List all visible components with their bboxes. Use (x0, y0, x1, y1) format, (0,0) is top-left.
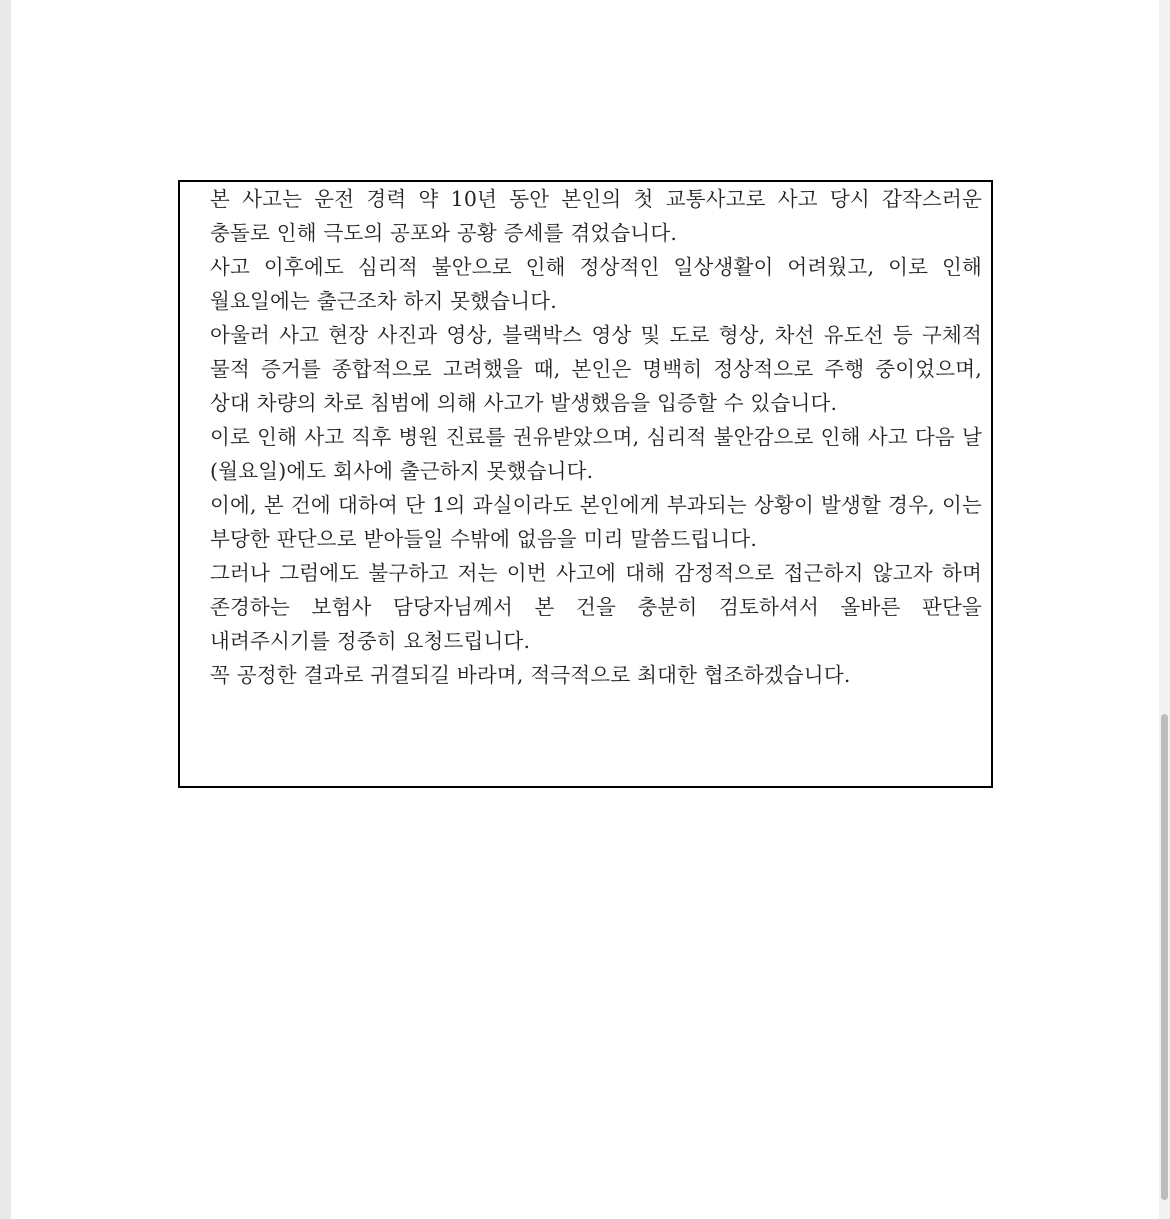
paragraph-6: 그러나 그럼에도 불구하고 저는 이번 사고에 대해 감정적으로 접근하지 않고자 하며 존경하는 보험사 담당자님께서 본 건을 충분히 검토하셔서 올바른 판단을 내려주시기를 정중히 요청드립니다. (210, 561, 982, 653)
letter-body (210, 182, 982, 692)
paragraph-3: 아울러 사고 현장 사진과 영상, 블랙박스 영상 및 도로 형상, 차선 유도선 등 구체적 물적 증거를 종합적으로 고려했을 때, 본인은 명백히 정상적으로 주행 중이었으며, 상대 차량의 차로 침범에 의해 사고가 발생했음을 입증할 수 있습니다. (210, 323, 982, 415)
vertical-scrollbar[interactable] (1159, 0, 1170, 1219)
paragraph-7: 꼭 공정한 결과로 귀결되길 바라며, 적극적으로 최대한 협조하겠습니다. (210, 663, 851, 687)
paragraph-1: 본 사고는 운전 경력 약 10년 동안 본인의 첫 교통사고로 사고 당시 갑작스러운 충돌로 인해 극도의 공포와 공황 증세를 겪었습니다. (210, 187, 982, 245)
scrollbar-thumb[interactable] (1161, 714, 1168, 1200)
document-page (11, 0, 1160, 1219)
bordered-text-box (178, 180, 993, 788)
paragraph-5: 이에, 본 건에 대하여 단 1의 과실이라도 본인에게 부과되는 상황이 발생할 경우, 이는 부당한 판단으로 받아들일 수밖에 없음을 미리 말씀드립니다. (210, 493, 982, 551)
paragraph-2: 사고 이후에도 심리적 불안으로 인해 정상적인 일상생활이 어려웠고, 이로 인해 월요일에는 출근조차 하지 못했습니다. (210, 255, 982, 313)
paragraph-4: 이로 인해 사고 직후 병원 진료를 권유받았으며, 심리적 불안감으로 인해 사고 다음 날(월요일)에도 회사에 출근하지 못했습니다. (210, 425, 982, 483)
